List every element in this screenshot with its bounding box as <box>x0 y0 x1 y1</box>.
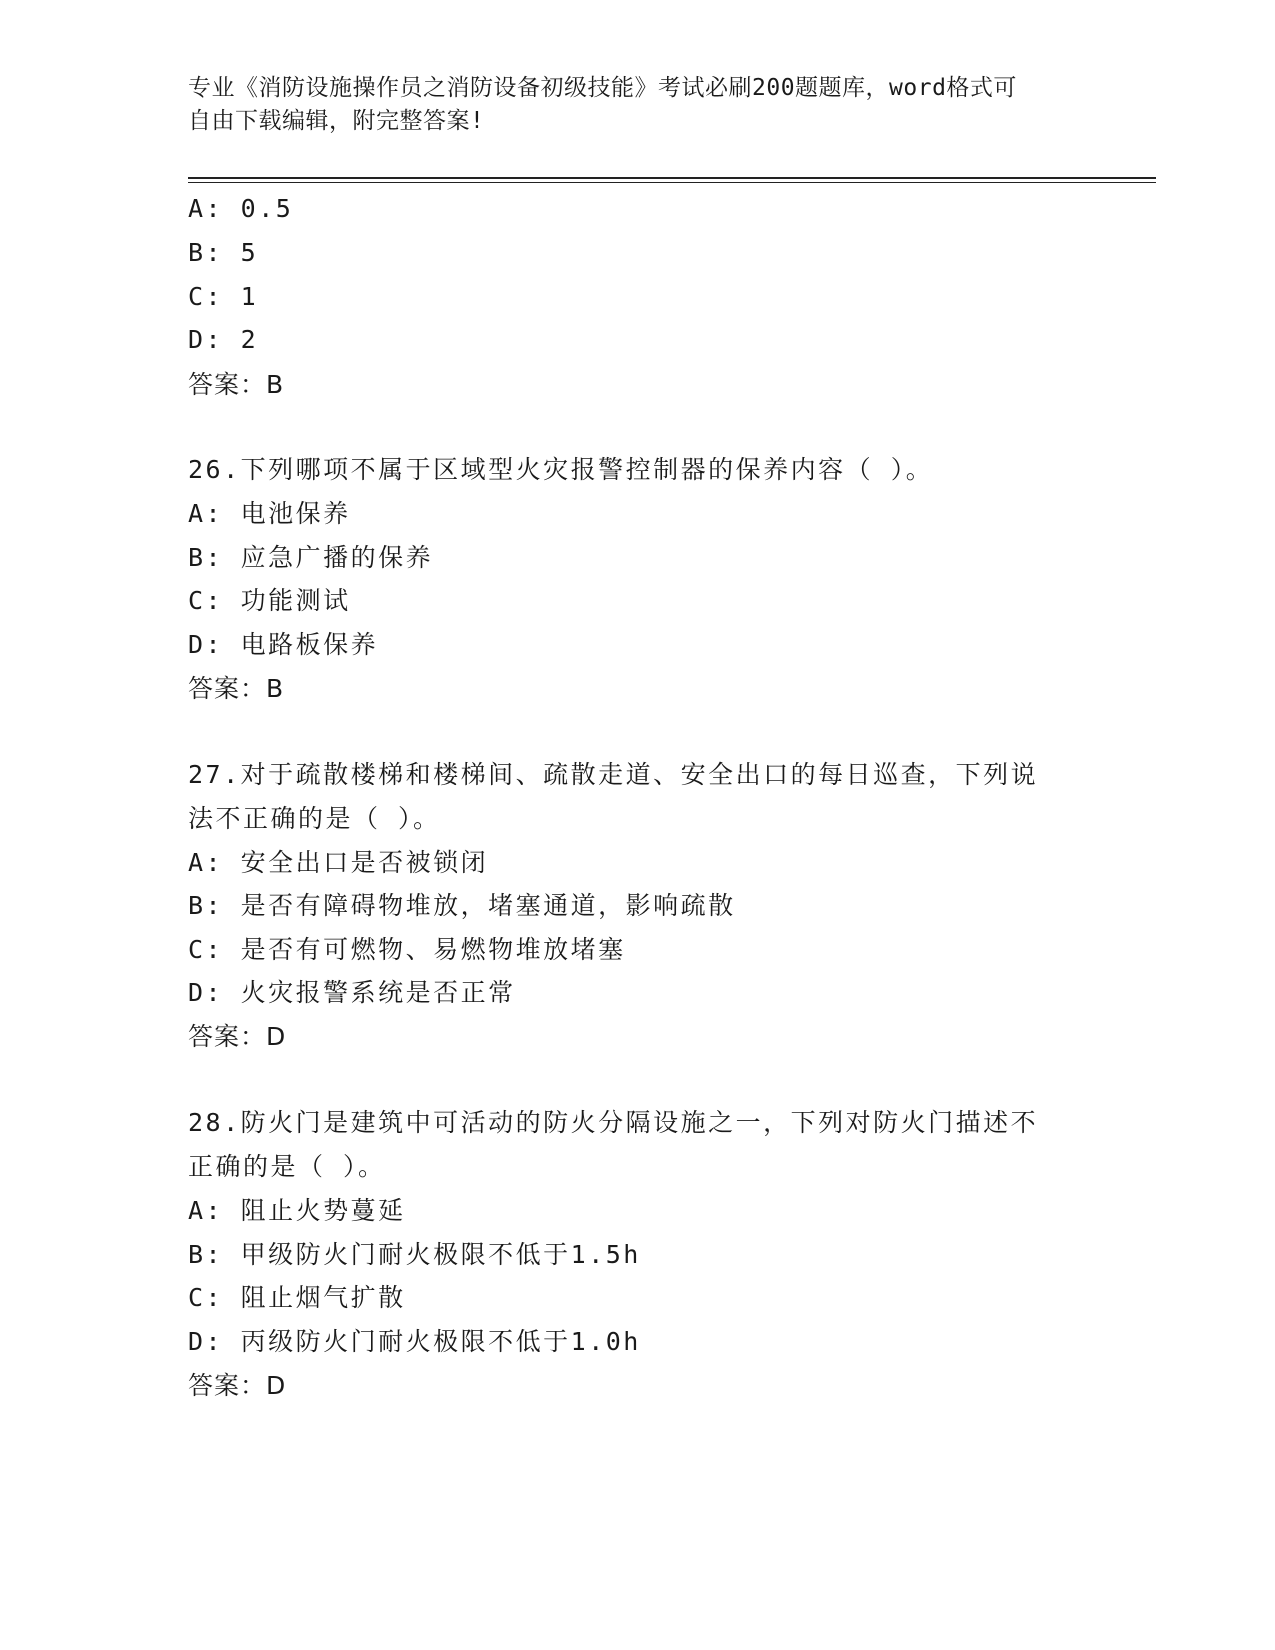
q28-option-d: D: 丙级防火门耐火极限不低于1.0h <box>188 1327 641 1356</box>
header-line-2: 自由下载编辑，附完整答案! <box>188 108 485 134</box>
header-line-1: 专业《消防设施操作员之消防设备初级技能》考试必刷200题题库，word格式可 <box>188 75 1017 101</box>
q27-stem-line-2: 法不正确的是（ ）。 <box>188 804 441 833</box>
q26-option-c: C: 功能测试 <box>188 586 351 615</box>
document-header <box>188 72 1068 138</box>
q25-option-b: B: 5 <box>188 238 259 267</box>
q26-option-b: B: 应急广播的保养 <box>188 543 434 572</box>
q25-option-c: C: 1 <box>188 282 259 311</box>
header-divider <box>188 177 1156 179</box>
q27-option-a: A: 安全出口是否被锁闭 <box>188 848 489 877</box>
q27-stem-line-1: 27.对于疏散楼梯和楼梯间、疏散走道、安全出口的每日巡查，下列说 <box>188 760 1039 789</box>
q26-option-a: A: 电池保养 <box>188 499 351 528</box>
q27-option-c: C: 是否有可燃物、易燃物堆放堵塞 <box>188 935 626 964</box>
q28-stem-line-1: 28.防火门是建筑中可活动的防火分隔设施之一，下列对防火门描述不 <box>188 1108 1039 1137</box>
q28-answer: 答案：D <box>188 1371 287 1400</box>
q27-option-d: D: 火灾报警系统是否正常 <box>188 978 516 1007</box>
q28-stem-line-2: 正确的是（ ）。 <box>188 1152 386 1181</box>
q26-answer: 答案：B <box>188 674 285 703</box>
q28-option-b: B: 甲级防火门耐火极限不低于1.5h <box>188 1240 641 1269</box>
q25-option-d: D: 2 <box>188 325 259 354</box>
q25-answer: 答案：B <box>188 370 285 399</box>
q27-answer: 答案：D <box>188 1022 287 1051</box>
q28-option-c: C: 阻止烟气扩散 <box>188 1283 406 1312</box>
q25-option-a: A: 0.5 <box>188 194 294 223</box>
q26-option-d: D: 电路板保养 <box>188 630 379 659</box>
header-divider-thin <box>188 182 1156 183</box>
q27-option-b: B: 是否有障碍物堆放，堵塞通道，影响疏散 <box>188 891 736 920</box>
q28-option-a: A: 阻止火势蔓延 <box>188 1196 406 1225</box>
q26-stem: 26.下列哪项不属于区域型火灾报警控制器的保养内容（ ）。 <box>188 455 934 484</box>
